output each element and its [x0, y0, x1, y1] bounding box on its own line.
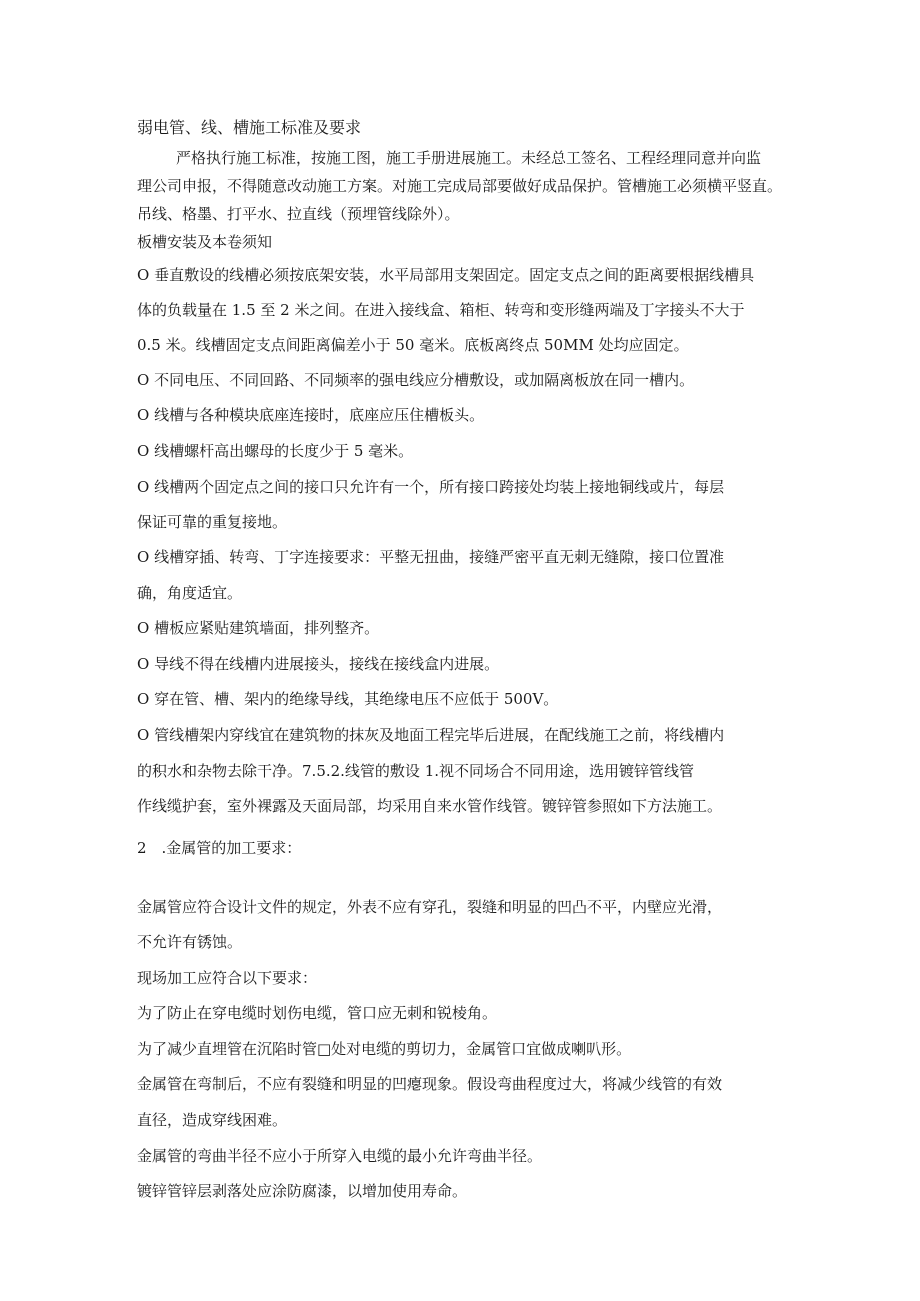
document-title: 弱电管、线、槽施工标准及要求: [137, 118, 362, 137]
trough-item-line: 0.5 米。线槽固定支点间距离偏差小于 50 毫米。底板离终点 50MM 处均应固定。: [137, 336, 689, 354]
trough-item-line: 的积水和杂物去除干净。7.5.2.线管的敷设 1.视不同场合不同用途，选用镀锌管线管: [137, 762, 695, 780]
metal-item-line: 不允许有锈蚀。: [137, 933, 243, 951]
trough-item-line: O 管线槽架内穿线宜在建筑物的抹灰及地面工程完毕后进展，在配线施工之前，将线槽内: [137, 726, 725, 744]
trough-item-line: O 槽板应紧贴建筑墙面，排列整齐。: [137, 619, 380, 637]
trough-item-line: O 不同电压、不同回路、不同频率的强电线应分槽敷设，或加隔离板放在同一槽内。: [137, 371, 695, 389]
intro-line: 严格执行施工标准，按施工图，施工手册进展施工。未经总工签名、工程经理同意并向监: [176, 149, 762, 167]
metal-item-line: 直径，造成穿线困难。: [137, 1111, 288, 1129]
metal-item-line: 金属管应符合设计文件的规定，外表不应有穿孔，裂缝和明显的凹凸不平，内壁应光滑，: [137, 898, 723, 916]
trough-item-line: 体的负载量在 1.5 至 2 米之间。在进入接线盒、箱柜、转弯和变形缝两端及丁字接头不大于: [137, 301, 745, 319]
trough-item-line: 保证可靠的重复接地。: [137, 513, 288, 531]
metal-item-line: 为了防止在穿电缆时划伤电缆，管口应无刺和锐棱角。: [137, 1004, 498, 1022]
trough-item-line: O 垂直敷设的线槽必须按底架安装，水平局部用支架固定。固定支点之间的距离要根据线槽具: [137, 266, 755, 284]
intro-line: 理公司申报，不得随意改动施工方案。对施工完成局部要做好成品保护。管槽施工必须横平竖直。: [137, 177, 783, 195]
section-heading: 2 .金属管的加工要求：: [137, 839, 302, 857]
metal-item-line: 金属管在弯制后，不应有裂缝和明显的凹瘪现象。假设弯曲程度过大，将减少线管的有效: [137, 1075, 723, 1093]
metal-item-line: 镀锌管锌层剥落处应涂防腐漆，以增加使用寿命。: [137, 1182, 468, 1200]
trough-item-line: O 线槽与各种模块底座连接时，底座应压住槽板头。: [137, 406, 485, 424]
metal-item-line: 现场加工应符合以下要求：: [137, 969, 318, 987]
trough-item-line: O 导线不得在线槽内进展接头，接线在接线盒内进展。: [137, 655, 500, 673]
trough-item-line: O 线槽螺杆高出螺母的长度少于 5 毫米。: [137, 442, 414, 460]
trough-item-line: O 穿在管、槽、架内的绝缘导线，其绝缘电压不应低于 500V。: [137, 690, 559, 708]
trough-item-line: 确，角度适宜。: [137, 584, 243, 602]
trough-item-line: O 线槽两个固定点之间的接口只允许有一个，所有接口跨接处均装上接地铜线或片，每层: [137, 478, 725, 496]
metal-item-line: 为了减少直埋管在沉陷时管□处对电缆的剪切力，金属管口宜做成喇叭形。: [137, 1040, 632, 1058]
section-subtitle: 板槽安装及本卷须知: [137, 233, 273, 251]
trough-item-line: O 线槽穿插、转弯、丁字连接要求：平整无扭曲，接缝严密平直无刺无缝隙，接口位置准: [137, 548, 725, 566]
metal-item-line: 金属管的弯曲半径不应小于所穿入电缆的最小允许弯曲半径。: [137, 1147, 543, 1165]
trough-item-line: 作线缆护套，室外裸露及天面局部，均采用自来水管作线管。镀锌管参照如下方法施工。: [137, 797, 723, 815]
intro-line: 吊线、格墨、打平水、拉直线（预埋管线除外）。: [137, 205, 460, 223]
